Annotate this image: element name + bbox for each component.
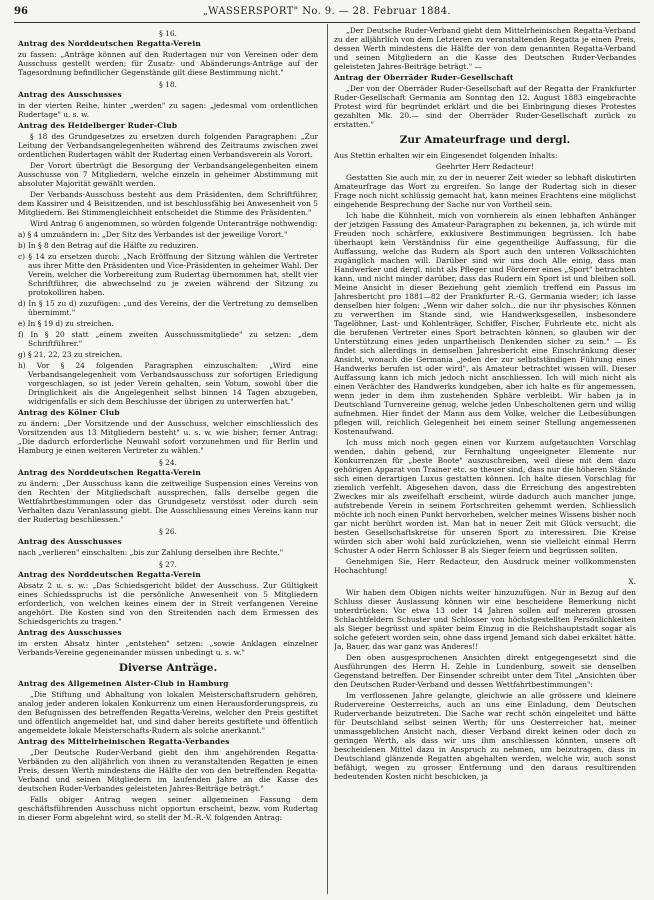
list-item: g) § 21, 22, 23 zu streichen. [18, 350, 123, 359]
antrag-heading: Antrag des Allgemeinen Alster-Club in Hamburg [18, 679, 229, 688]
antrag-heading: Antrag des Norddeutschen Regatta-Verein [18, 570, 201, 579]
column-divider [327, 24, 328, 894]
header-rule [14, 22, 640, 23]
list-item: a) § 4 umzuändern in: „Der Sitz des Verbandes ist der jeweilige Vorort." [18, 230, 288, 239]
section-mark: § 24. [159, 458, 177, 467]
paragraph: „Die Stiftung und Abhaltung von lokalen Meisterschaftsrudern gehören, analog jeder anderen lokalen Konkurrenz um einen Herausforderungspreis, zu den Befugnissen des betreffenden Regatta-Vereins, welcher den Preis gestiftet und öffentlich angemeldet hat, und sind daher bereits gestiftete und öffentlich angemeldete lokale Meisterschafts-Rudern als solche anerkannt." [18, 690, 318, 735]
paragraph: im ersten Absatz hinter „entstehen" setzen: „sowie Anklagen einzelner Verbands-Vereine gegeneinander müssen unbedingt u. s. w." [18, 639, 318, 657]
list-item: c) § 14 zu ersetzen durch: „Nach Eröffnung der Sitzung wählen die Vertreter aus ihrer Mitte den Präsidenten und Vice-Präsidenten in geheimer Wahl. Der Verein, welcher die Vorbereitung zum Rudertag übernommen hat, stellt vier Schriftführer, die abwechselnd zu je zweien während der Sitzung zu protokolliren haben. [18, 252, 318, 297]
list-item: h) Vor § 24 folgenden Paragraphen einzuschalten: „Wird eine Verbandsangelegenheit vom Verbandsausschuss zur sofortigen Erledigung vorgeschlagen, so ist jeder Verein gehalten, sein Votum, sowohl über die Dringlichkeit als die Angelegenheit selbst binnen 14 Tagen abzugeben, widrigenfalls er sich dem Beschlusse der übrigen zu unterwerfen hat." [18, 361, 318, 406]
paragraph: § 18 des Grundgesetzes zu ersetzen durch folgenden Paragraphen: „Zur Leitung der Verbandsangelegenheiten während des Zeitraums zwischen zwei ordentlichen Rudertagen wählt der Rudertag einen Verbandsverein als Vorort. [18, 132, 318, 159]
paragraph: Der Vorort übertrügt die Besorgung der Verbandsangelegenheiten einem Ausschusse von 7 Mitgliedern, welche einzeln in geheimer Abstimmung mit absoluter Majorität gewählt werden. [18, 161, 318, 188]
list-item: f) In § 20 statt „einem zweiten Ausschussmitgliede" zu setzen: „dem Schriftführer." [18, 330, 318, 348]
paragraph: Genehmigen Sie, Herr Redacteur, den Ausdruck meiner vollkommensten Hochachtung! [334, 557, 636, 575]
page-header [14, 6, 640, 22]
left-column [18, 26, 318, 894]
paragraph: nach „verlieren" einschalten: „bis zur Zahlung derselben ihre Rechte." [18, 548, 284, 557]
page-number: 96 [14, 6, 28, 17]
antrag-heading: Antrag des Heidelberger Ruder-Club [18, 121, 178, 130]
paragraph: Falls obiger Antrag wegen seiner allgemeinen Fassung dem geschäftsführenden Ausschuss nicht opportun erscheint, bezw. vom Rudertag in dieser Form abgelehnt wird, so stellt der M.-R.-V. folgenden Antrag: [18, 795, 318, 822]
section-mark: § 18. [159, 80, 177, 89]
paragraph: zu ändern: „Der Vorsitzende und der Ausschuss, welcher einschliesslich des Vorsitzenden aus 13 Mitgliedern besteht" u. s. w. wie bisher; ferner Antrag: „Die dadurch erforderliche Neuwahl sofort vorzunehmen und für Berlin und Hamburg je einen weiteren Vertreter zu wählen." [18, 419, 318, 455]
list-item: e) In § 19 d) zu streichen. [18, 319, 114, 328]
antrag-heading: Antrag des Mittelrheinischen Regatta-Verbandes [18, 737, 230, 746]
paragraph: Aus Stettin erhalten wir ein Eingesendet folgenden Inhalts: [334, 151, 558, 160]
section-heading: Zur Amateurfrage und dergl. [399, 134, 571, 146]
antrag-heading: Antrag des Norddeutschen Regatta-Verein [18, 468, 201, 477]
paragraph: Wir haben dem Obigen nichts weiter hinzuzufügen. Nur in Bezug auf den Schluss dieser Auslassung können wir eine bescheidene Bemerkung nicht unterdrücken: Vor etwa 13 oder 14 Jahren sollen auf mehreren grossen Schlachtfeldern Schuster und Schlosser von höchstgestellten Persönlichkeiten als Sieger begrüsst und später beim Einzug in die Reichshauptstadt sogar als solche gefeiert worden sein, ohne dass irgend Jemand sich dabei erkältet hätte. Ja, Bauer, das war ganz was Anderes!! [334, 588, 636, 651]
paragraph: „Der Deutsche Ruder-Verband giebt dem Mittelrheinischen Regatta-Verband zu der alljährlich von dem Letzteren zu veranstaltenden Regatta je einen Preis, dessen Werth mindestens die Hälfte der von dem genannten Regatta-Verband und seinen Mitgliedern an die Kasse des Deutschen Ruder-Verbandes geleisteten Jahres-Beiträge beträgt." — [334, 26, 636, 71]
running-title: „WASSERSPORT" No. 9. — 28. Februar 1884. [202, 6, 452, 17]
paragraph: „Der von der Oberräder Ruder-Gesellschaft auf der Regatta der Frankfurter Ruder-Gesellschaft Germania am Sonntag den 12. August 1883 eingebrachte Protest wird für begründet erklärt und die bei Einbringung dieses Protestes gezahlten Mk. 20.— sind der Oberräder Ruder-Gesellschaft zurück zu erstatten." [334, 84, 636, 129]
salutation: Geehrter Herr Redacteur! [435, 162, 535, 171]
paragraph: zu fassen: „Anträge können auf den Rudertagen nur von Vereinen oder dem Ausschuss gestellt werden; für Zusatz- und Abänderungs-Anträge auf der Tagesordnung befindlicher Gegenstände gilt diese Bestimmung nicht." [18, 50, 318, 77]
list-item: b) In § 8 den Betrag auf die Hälfte zu reduziren. [18, 241, 199, 250]
antrag-heading: Antrag des Ausschusses [18, 537, 122, 546]
antrag-heading: Antrag des Ausschusses [18, 628, 122, 637]
signature: X. [628, 577, 636, 586]
right-column [334, 26, 636, 894]
paragraph: Ich habe die Kühnheit, mich von vornherein als einen lebhaften Anhänger der jetzigen Fassung des Amateur-Paragraphen zu bekennen, ja, ich würde mit Freuden noch schärfere, exklusivere Bestimmungen begrüssen. Ich habe überhaupt kein Verständniss für eine gegentheilige Auffassung, für die Auffassung, welche das Rudern als Sport auch den unteren Volksschichten zugänglich machen will. Darüber sind wir uns doch Alle einig, dass man Handwerker und dergl. nicht als Pfleger und Förderer eines „Sport" betrachten kann, und nicht minder darüber, dass das Rudern ein Sport ist und bleiben soll. Meine Ansicht in dieser Beziehung geht ziemlich treffend ein Passus im Jahresbericht pro 1881—82 der Frankfurter R.-G. Germania wieder; ich lasse denselben hier folgen: „Wenn wir daher solch., die nur ihr physisches Können zu verwerthen im Stande sind, wie Handwerksgesellen, insbesondere Tagelöhner, Last- und Kohlenträger, Schiffer, Fischer, Fuhrleute etc. nicht als die berufenen Vertreter eines Sport betrachten können, so glauben wir der Unterstützung eines jeden unpartheiisch Denkenden sicher zu sein." — Es findet sich allerdings in demselben Jahresbericht eine Einschränkung dieser Ansicht, wonach die Germania „jeden der zur selbstständigen Führung eines Handwerks berufen ist oder wird", als Amateur betrachtet wissen will. Dieser Auffassung kann ich mich jedoch nicht anschliessen. Ich will mich nicht als einen Verächter des Handwerks kundgeben, aber ich halte es für angemessen, wenn jeder in dem ihm zustehenden Sphäre verbleibt. Wir haben ja in Deutschland Turnvereine genug, welche jeden Unbescholtenen gern und willig aufnehmen. Hier findet der Mann aus dem Volke, welcher die Leibesübungen pflegen will, reichlich Gelegenheit bei einem seiner Stellung angemessenen Kostenaufwand. [334, 211, 636, 436]
antrag-heading: Antrag des Norddeutschen Regatta-Verein [18, 39, 201, 48]
paragraph: zu ändern: „Der Ausschuss kann die zeitweilige Suspension eines Vereins von den Rechten der Mitgliedschaft aussprechen, falls derselbe gegen die Wettfahrtbestimmungen oder das Grundgesetz verstösst oder durch sein Verhalten dazu Veranlassung giebt. Die Ausschliessung eines Vereins kann nur der Rudertag beschliessen." [18, 479, 318, 524]
antrag-heading: Antrag des Kölner Club [18, 408, 120, 417]
paragraph: „Der Deutsche Ruder-Verband giebt den ihm angehörenden Regatta-Verbänden zu den alljährlich von ihnen zu veranstaltenden Regatten je einen Preis, dessen Werth mindestens die Hälfte der von den betreffenden Regatta-Verband und seinen Mitgliedern im laufenden Jahre an die Kasse des deutschen Ruder-Verbandes geleisteten Jahres-Beiträge beträgt." [18, 748, 318, 793]
list-item: d) In § 15 zu d) zuzufügen: „und des Vereins, der die Vertretung zu demselben übernimmt." [18, 299, 318, 317]
section-mark: § 27. [159, 560, 177, 569]
paragraph: Der Verbands-Ausschuss besteht aus dem Präsidenten, dem Schriftführer, dem Kassirer und 4 Beisitzenden, und ist beschlussfähig bei Anwesenheit von 5 Mitgliedern. Bei Stimmengleichheit entscheidet die Stimme des Präsidenten." [18, 190, 318, 217]
paragraph: Absatz 2 u. s. w.: „Das Schiedsgericht bildet der Ausschuss. Zur Gültigkeit eines Schiedsspruchs ist die persönliche Anwesenheit von 5 Mitgliedern erforderlich, von welchen keines einem der in Streit verfangenen Vereine angehört. Die Kosten sind von den Streitenden nach dem Ermessen des Schiedsgerichts zu tragen." [18, 581, 318, 626]
paragraph: Im verflossenen Jahre gelangte, gleichwie an alle grössere und kleinere Rudervereine Oesterreichs, auch an uns eine Einladung, dem Deutschen Ruderverbande beizutreten. Die Sache war recht schön eingeleitet und hätte für Deutschland selbst seinen Werth; für uns Oesterreicher hat, meiner unmassgeblichen Ansicht nach, dieser Verband direkt keinen oder doch zu geringen Werth, als dass wir uns ihm anschliessen könnten, unsere oft bescheidenen Mittel dazu in Anspruch zu nehmen, um beizutragen, dass in Deutschland glänzende Regatten abgehalten werden, welche wir, auch sonst befähigt, wegen zu grosser Entfernung und den daraus resultirenden bedeutenden Kosten nicht beschicken, ja [334, 691, 636, 781]
paragraph: Den oben ausgesprochenen Ansichten direkt entgegengesetzt sind die Ausführungen des Herrn H. Zehle in Lundenburg, soweit sie denselben Gegenstand betreffen. Der Einsender schreibt unter dem Titel „Ansichten über den Deutschen Ruder-Verband und dessen Wettfahrtbestimmungen": [334, 653, 636, 689]
paragraph: Gestatten Sie auch mir, zu der in neuerer Zeit wieder so lebhaft diskutirten Amateurfrage das Wort zu ergreifen. So lange der Rudertag sich in dieser Frage noch nicht schlüssig gemacht hat, kann meines Erachtens eine möglichst eingehende Besprechung der Sache nur von Vortheil sein. [334, 173, 636, 209]
antrag-heading: Antrag der Oberräder Ruder-Gesellschaft [334, 73, 514, 82]
paragraph: Wird Antrag 6 angenommen, so würden folgende Unteranträge nothwendig: [30, 219, 318, 228]
paragraph: in der vierten Reihe, hinter „werden" zu sagen: „jedesmal vom ordentlichen Rudertage" u. s. w. [18, 101, 318, 119]
antrag-heading: Antrag des Ausschusses [18, 90, 122, 99]
paragraph: Ich muss mich noch gegen einen vor Kurzem aufgetauchten Vorschlag wenden, dahin gehend, zur Fernhaltung ungeeigneter Elemente nur Konkurrenzen für „beste Boote" auszuschreiben, weil diese mit dem dazu gehörigen Apparat von Trainer etc. so theuer sind, dass nur die höheren Stände sich einen derartigen Luxus gestatten können. Ich halte diesen Vorschlag für ziemlich verfehlt. Abgesehen davon, dass die Erreichung des angestrebten Zweckes mir als zweifelhaft erscheint, würde dadurch auch mancher junge, aufstrebende Verein in seinem Fortschreiten gehemmt werden. Schliesslich möchte ich noch einen Punkt hervorheben, welcher meines Wissens bisher noch gar nicht berührt worden ist. Man hat in neuer Zeit mit Glück versucht, die besten Gesellschaftskreise für unseren Sport zu interessiren. Die Kreise würden sich aber wohl bald zurückziehen, wenn sie vielleicht einmal Herrn Schuster A oder Herrn Schlosser B als Sieger feiern und begrüssen sollten. [334, 438, 636, 555]
section-heading: Diverse Anträge. [118, 662, 218, 674]
section-mark: § 16. [159, 29, 177, 38]
section-mark: § 26. [159, 527, 177, 536]
sub-antrag-list [18, 230, 318, 406]
